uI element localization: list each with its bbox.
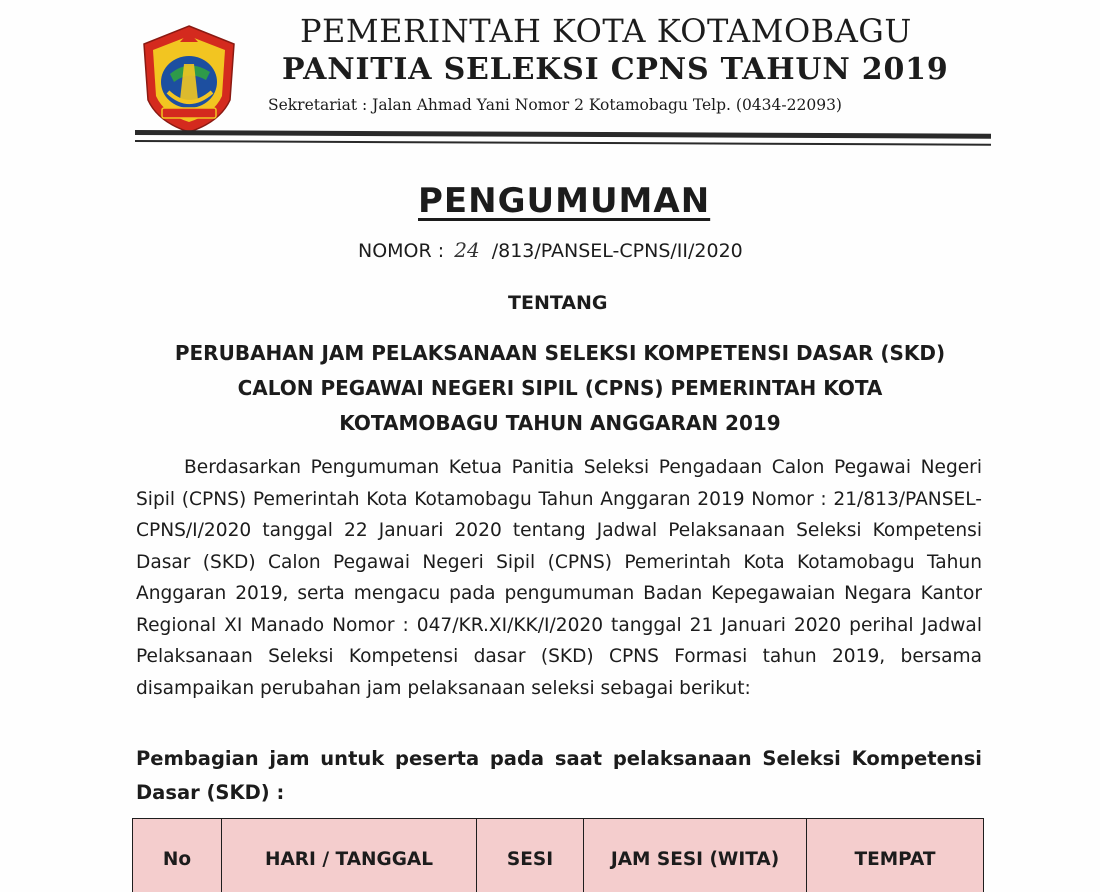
subject-line: KOTAMOBAGU TAHUN ANGGARAN 2019 [339, 411, 781, 435]
body-paragraph-text: Berdasarkan Pengumuman Ketua Panitia Seleksi Pengadaan Calon Pegawai Negeri Sipil (CPNS) Pemerintah Kota Kotamobagu Tahun Anggaran 2019 Nomor : 21/813/PANSEL-CPNS/I/2020 tanggal 22 Januari 2020 tentang Jadwal Pelaksanaan Seleksi Kompetensi Dasar (SKD) Calon Pegawai Negeri Sipil (CPNS) Pemerintah Kota Kotamobagu Tahun Anggaran 2019, serta mengacu pada pengumuman Badan Kepegawaian Negara Kantor Regional XI Manado Nomor : 047/KR.XI/KK/I/2020 tanggal 21 Januari 2020 perihal Jadwal Pelaksanaan Seleksi Kompetensi dasar (SKD) CPNS Formasi tahun 2019, bersama disampaikan perubahan jam pelaksanaan seleksi sebagai berikut: [136, 457, 982, 699]
schedule-table [132, 818, 984, 892]
letterhead-rule-thin [135, 140, 991, 146]
column-header-date: HARI / TANGGAL [222, 819, 477, 892]
number-handwritten: 24 [454, 238, 480, 262]
column-header-place: TEMPAT [807, 819, 984, 892]
number-suffix: /813/PANSEL-CPNS/II/2020 [491, 240, 743, 262]
body-paragraph [136, 452, 982, 704]
about-label: TENTANG [508, 292, 608, 314]
announcement-title: PENGUMUMAN [418, 181, 711, 221]
committee-name: PANITIA SELEKSI CPNS TAHUN 2019 [282, 52, 949, 87]
announcement-subject [130, 336, 990, 441]
letterhead-rule-thick [135, 130, 991, 139]
column-header-session: SESI [477, 819, 584, 892]
subject-line: PERUBAHAN JAM PELAKSANAAN SELEKSI KOMPETENSI DASAR (SKD) [174, 341, 946, 365]
subject-line: CALON PEGAWAI NEGERI SIPIL (CPNS) PEMERINTAH KOTA [237, 376, 883, 400]
announcement-number [358, 238, 743, 262]
city-emblem-icon [140, 22, 238, 134]
number-prefix: NOMOR : [358, 240, 445, 262]
column-header-no: No [133, 819, 222, 892]
table-header-row [133, 819, 984, 892]
column-header-session-time: JAM SESI (WITA) [584, 819, 807, 892]
schedule-heading: Pembagian jam untuk peserta pada saat pelaksanaan Seleksi Kompetensi Dasar (SKD) : [136, 747, 982, 804]
government-name: PEMERINTAH KOTA KOTAMOBAGU [300, 12, 912, 50]
secretariat-address: Sekretariat : Jalan Ahmad Yani Nomor 2 Kotamobagu Telp. (0434-22093) [268, 96, 842, 114]
